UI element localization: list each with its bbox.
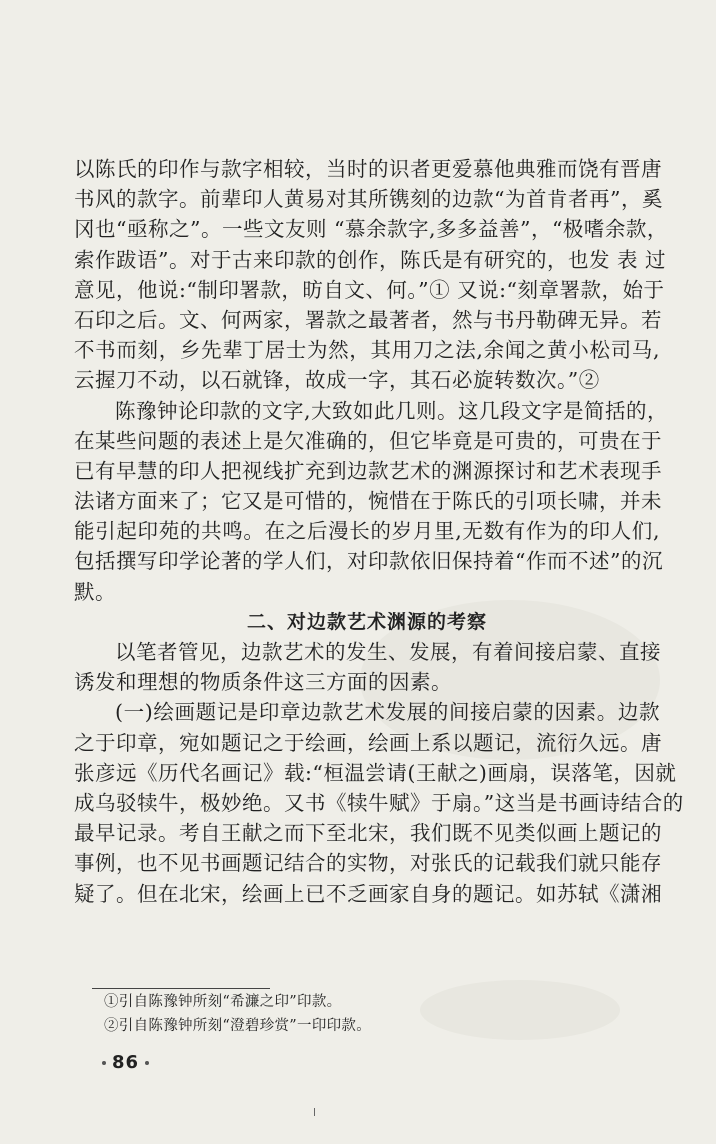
text-line: 包括撰写印学论著的学人们，对印款依旧保持着“作而不述”的沉	[74, 549, 663, 574]
page-number	[96, 1052, 155, 1073]
text-line: 法诸方面来了；它又是可惜的，惋惜在于陈氏的引项长啸，并未	[74, 489, 662, 514]
body-text	[74, 154, 684, 909]
footnote-rule	[92, 988, 270, 989]
text-line: 张彦远《历代名画记》载:“桓温尝请(王献之)画扇，误落笔，因就	[74, 760, 677, 785]
page-number-dot-left	[102, 1061, 106, 1065]
text-line: 以陈氏的印作与款字相较，当时的识者更爱慕他典雅而饶有晋唐	[74, 157, 662, 181]
text-line: 能引起印苑的共鸣。在之后漫长的岁月里,无数有作为的印人们,	[74, 519, 660, 544]
footnote-2: ②引自陈豫钟所刻“澄碧珍赏”一印印款。	[104, 1018, 372, 1034]
text-line: (一)绘画题记是印章边款艺术发展的间接启蒙的因素。边款	[115, 700, 660, 725]
text-line: 事例，也不见书画题记结合的实物，对张氏的记载我们就只能存	[74, 851, 662, 876]
text-line: 之于印章，宛如题记之于绘画，绘画上系以题记，流衍久远。唐	[74, 730, 662, 755]
text-line: 诱发和理想的物质条件这三方面的因素。	[74, 670, 452, 695]
text-line: 书风的款字。前辈印人黄易对其所镌刻的边款“为首肯者再”，奚	[74, 187, 663, 212]
text-line: 以笔者管见，边款艺术的发生、发展，有着间接启蒙、直接	[115, 640, 661, 664]
text-line: 陈豫钟论印款的文字,大致如此几则。这几段文字是简括的，	[115, 398, 669, 423]
section-heading: 二、对边款艺术渊源的考察	[246, 610, 487, 633]
text-line: 冈也“亟称之”。一些文友则 “慕余款字,多多益善”，“极嗜余款，	[74, 217, 668, 242]
page-number-dot-right	[145, 1061, 149, 1065]
text-line: 最早记录。考自王献之而下至北宋，我们既不见类似画上题记的	[74, 821, 662, 846]
print-mark	[314, 1108, 315, 1116]
text-line: 成乌驳犊牛，极妙绝。又书《犊牛赋》于扇。”这当是书画诗结合的	[74, 790, 684, 815]
page-number-value: 86	[112, 1052, 140, 1073]
text-line: 已有早慧的印人把视线扩充到边款艺术的渊源探讨和艺术表现手	[74, 458, 662, 483]
text-line: 疑了。但在北宋，绘画上已不乏画家自身的题记。如苏轼《潇湘	[74, 881, 662, 906]
footnote-1: ①引自陈豫钟所刻“希濂之印”印款。	[104, 994, 342, 1010]
paragraph-group-2	[74, 637, 684, 909]
text-line: 意见，他说:“制印署款，昉自文、何。”① 又说:“刻章署款，始于	[74, 277, 665, 302]
text-line: 索作跋语”。对于古来印款的创作，陈氏是有研究的，也发 表 过	[74, 247, 667, 272]
text-line: 云握刀不动，以石就锋，故成一字，其石必旋转数次。”②	[74, 368, 600, 393]
paragraph-group-1	[74, 154, 669, 607]
text-line: 不书而刻，乡先辈丁居士为然，其用刀之法,余闻之黄小松司马,	[74, 338, 660, 363]
text-line: 石印之后。文、何两家，署款之最著者，然与书丹勒碑无异。若	[74, 307, 662, 332]
text-line: 默。	[74, 579, 116, 604]
footnotes	[104, 990, 624, 1038]
text-line: 在某些问题的表述上是欠准确的，但它毕竟是可贵的，可贵在于	[74, 428, 662, 453]
